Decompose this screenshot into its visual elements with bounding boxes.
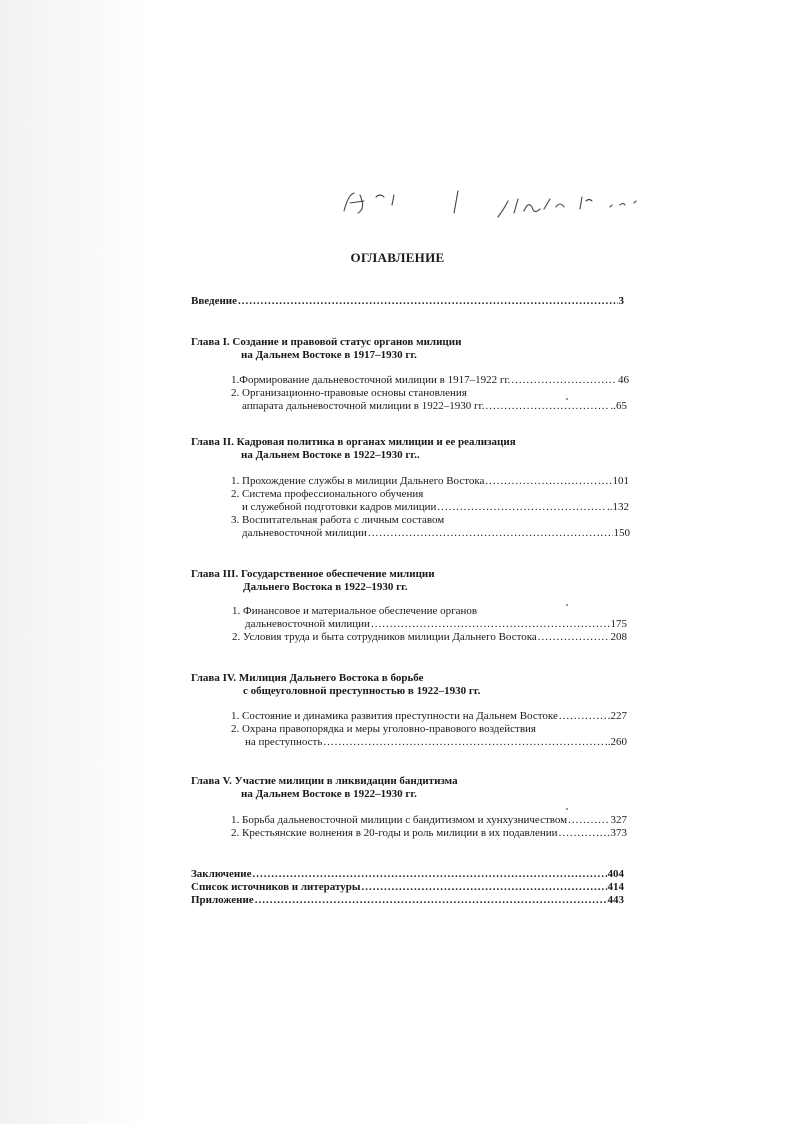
toc-item-text: дальневосточной милиции: [242, 527, 367, 539]
toc-item-4-2[interactable]: [245, 736, 627, 749]
chapter-3-subtitle: Дальнего Востока в 1922–1930 гг.: [243, 581, 408, 593]
toc-item-page: ..132: [607, 501, 629, 513]
toc-item-text: 1. Борьба дальневосточной милиции с бандитизмом и хунхузничеством: [231, 814, 568, 826]
toc-entry-intro[interactable]: [191, 295, 624, 308]
toc-item-page: ..65: [610, 400, 627, 412]
leader-dots: [361, 881, 606, 894]
toc-item-page: 175: [610, 618, 627, 630]
toc-item-5-1[interactable]: [231, 814, 627, 827]
toc-entry-page: 414: [607, 881, 624, 893]
toc-item-page: 373: [610, 827, 627, 839]
toc-item-page: 46: [618, 374, 629, 386]
toc-item-text: на преступность: [245, 736, 323, 748]
leader-dots: [368, 527, 613, 540]
page-edge-shade: [0, 0, 150, 1124]
chapter-5-subtitle: на Дальнем Востоке в 1922–1930 гг.: [241, 788, 417, 800]
toc-item-page: 101: [612, 475, 629, 487]
chapter-3-title: Глава III. Государственное обеспечение милиции: [191, 568, 435, 580]
toc-item-text: 2. Условия труда и быта сотрудников милиции Дальнего Востока: [232, 631, 537, 643]
toc-entry-label: Приложение: [191, 894, 254, 906]
leader-dots: [437, 501, 606, 514]
toc-entry-conclusion[interactable]: [191, 868, 624, 881]
leader-dots: [538, 631, 610, 644]
chapter-4-subtitle: с общеуголовной преступностью в 1922–1930 гг.: [243, 685, 481, 697]
toc-item-text: 1. Состояние и динамика развития преступности на Дальнем Востоке: [231, 710, 558, 722]
toc-item-3-1-line1: 1. Финансовое и материальное обеспечение органов: [232, 605, 478, 617]
scan-speck: [566, 808, 568, 810]
leader-dots: [485, 475, 611, 488]
toc-item-text: и служебной подготовки кадров милиции: [242, 501, 437, 513]
toc-item-1-1[interactable]: [231, 374, 629, 387]
toc-entry-page: 404: [607, 868, 624, 880]
handwritten-note: [330, 183, 650, 223]
toc-entry-page: 443: [607, 894, 624, 906]
chapter-2-title: Глава II. Кадровая политика в органах милиции и ее реализация: [191, 436, 516, 448]
toc-entry-page: 3: [618, 295, 624, 307]
leader-dots: [485, 400, 609, 413]
leader-dots: [559, 827, 610, 840]
toc-item-1-2[interactable]: [242, 400, 627, 413]
toc-item-3-2[interactable]: [232, 631, 627, 644]
toc-item-4-2-line1: 2. Охрана правопорядка и меры уголовно-правового воздействия: [231, 723, 536, 735]
toc-item-1-2-line1: 2. Организационно-правовые основы становления: [231, 387, 467, 399]
toc-entry-label: Введение: [191, 295, 238, 307]
toc-item-page: 208: [610, 631, 627, 643]
toc-item-4-1[interactable]: [231, 710, 627, 723]
leader-dots: [559, 710, 610, 723]
toc-item-page: 227: [610, 710, 627, 722]
toc-item-2-1[interactable]: [231, 475, 629, 488]
chapter-4-title: Глава IV. Милиция Дальнего Востока в борьбе: [191, 672, 424, 684]
chapter-1-title: Глава I. Создание и правовой статус органов милиции: [191, 336, 462, 348]
chapter-5-title: Глава V. Участие милиции в ликвидации бандитизма: [191, 775, 458, 787]
leader-dots: [323, 736, 604, 749]
toc-item-text: 1. Прохождение службы в милиции Дальнего Востока: [231, 475, 485, 487]
toc-item-2-3[interactable]: [242, 527, 630, 540]
toc-entry-sources[interactable]: [191, 881, 624, 894]
leader-dots: [252, 868, 606, 881]
toc-item-3-1[interactable]: [245, 618, 627, 631]
leader-dots: [511, 374, 617, 387]
toc-item-page: 150: [613, 527, 630, 539]
leader-dots: [255, 894, 607, 907]
scan-speck: [566, 604, 568, 606]
toc-item-text: 1.Формирование дальневосточной милиции в 1917–1922 гг.: [231, 374, 511, 386]
toc-item-5-2[interactable]: [231, 827, 627, 840]
leader-dots: [238, 295, 617, 308]
toc-item-text: 2. Крестьянские волнения в 20-годы и роль милиции в их подавлении: [231, 827, 558, 839]
toc-entry-label: Список источников и литературы: [191, 881, 361, 893]
chapter-1-subtitle: на Дальнем Востоке в 1917–1930 гг.: [241, 349, 417, 361]
toc-entry-appendix[interactable]: [191, 894, 624, 907]
toc-entry-label: Заключение: [191, 868, 252, 880]
toc-title: ОГЛАВЛЕНИЕ: [350, 250, 445, 265]
toc-item-2-2-line1: 2. Система профессионального обучения: [231, 488, 424, 500]
toc-item-page: ..260: [605, 736, 627, 748]
toc-item-text: дальневосточной милиции: [245, 618, 370, 630]
toc-item-page: 327: [610, 814, 627, 826]
toc-item-2-2[interactable]: [242, 501, 629, 514]
leader-dots: [568, 814, 609, 827]
chapter-2-subtitle: на Дальнем Востоке в 1922–1930 гг..: [241, 449, 420, 461]
toc-item-text: аппарата дальневосточной милиции в 1922–1930 гг.: [242, 400, 485, 412]
leader-dots: [371, 618, 610, 631]
scan-speck: [566, 398, 568, 400]
toc-item-2-3-line1: 3. Воспитательная работа с личным составом: [231, 514, 445, 526]
